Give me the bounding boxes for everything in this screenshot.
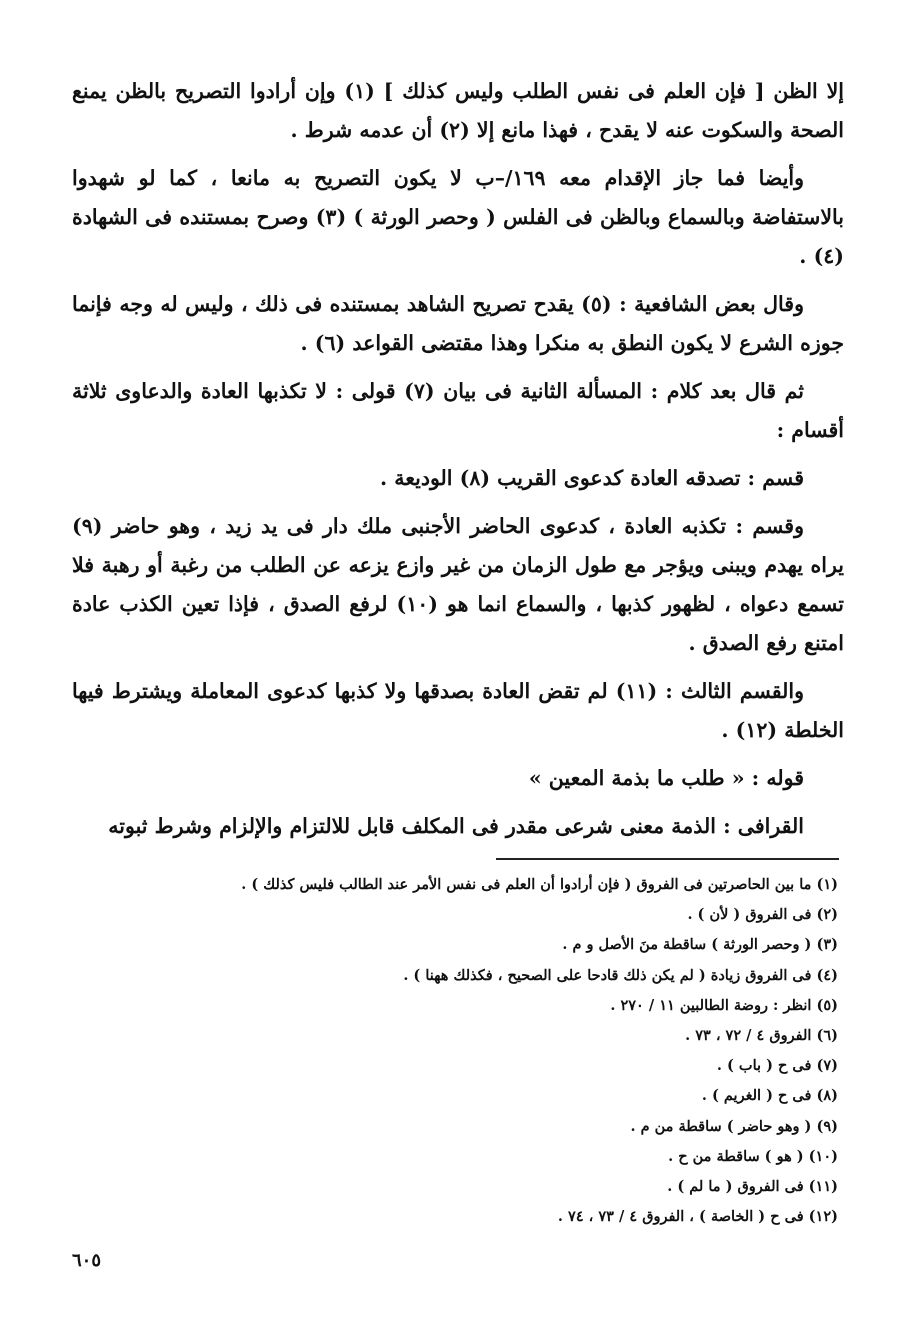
- paragraph: ثم قال بعد كلام : المسألة الثانية فى بيان (٧) قولى : لا تكذبها العادة والدعاوى ثلاثة أقسام :: [72, 379, 844, 442]
- paragraph: والقسم الثالث : (١١) لم تقض العادة بصدقها ولا كذبها كدعوى المعاملة ويشترط فيها الخلطة (١٢) .: [72, 679, 844, 742]
- footnote: (١١) فى الفروق ( ما لم ) .: [667, 1178, 838, 1196]
- paragraph: القرافى : الذمة معنى شرعى مقدر فى المكلف قابل للالتزام والإلزام وشرط ثبوته: [108, 814, 804, 838]
- paragraph: وأيضا فما جاز الإقدام معه ١٦٩/–ب لا يكون التصريح به مانعا ، كما لو شهدوا بالاستفاضة وبالسماع وبالظن فى الفلس ( وحصر الورثة ) (٣) وصرح بمستنده فى الشهادة (٤) .: [72, 166, 844, 268]
- footnote: (١٢) فى ح ( الخاصة ) ، الفروق ٤ / ٧٣ ، ٧٤ .: [557, 1208, 838, 1226]
- footnote: (٥) انظر : روضة الطالبين ١١ / ٢٧٠ .: [610, 996, 838, 1014]
- footnote: (٣) ( وحصر الورثة ) ساقطة منَ الأصل و م .: [562, 936, 838, 954]
- footnote: (١) ما بين الحاصرتين فى الفروق ( فإن أرادوا أن العلم فى نفس الأمر عند الطالب فليس كذلك ) .: [241, 876, 838, 893]
- footnote: (٢) فى الفروق ( لأن ) .: [687, 906, 838, 924]
- footnote: (١٠) ( هو ) ساقطة من ح .: [668, 1147, 838, 1165]
- footnote: (٨) فى ح ( الغريم ) .: [701, 1087, 838, 1105]
- footnote: (٤) فى الفروق زيادة ( لم يكن ذلك قادحا على الصحيح ، فكذلك ههنا ) .: [403, 966, 838, 984]
- main-text: [72, 72, 844, 855]
- paragraph: وقسم : تكذبه العادة ، كدعوى الحاضر الأجنبى ملك دار فى يد زيد ، وهو حاضر (٩) يراه يهدم ويبنى ويؤجر مع طول الزمان من غير وازع يزعه عن الطلب من رغبة أو رهبة فلا تسمع دعواه ، لظهور كذبها ، والسماع انما هو (١٠) لرفع الصدق ، فإذا تعين الكذب عادة امتنع رفع الصدق .: [72, 514, 845, 655]
- footnote-divider: [496, 858, 839, 860]
- footnotes: [72, 870, 838, 1232]
- footnote: (٦) الفروق ٤ / ٧٢ ، ٧٣ .: [685, 1027, 838, 1045]
- footnote: (٧) فى ح ( باب ) .: [716, 1057, 838, 1075]
- paragraph: قسم : تصدقه العادة كدعوى القريب (٨) الوديعة .: [379, 466, 804, 490]
- paragraph: وقال بعض الشافعية : (٥) يقدح تصريح الشاهد بمستنده فى ذلك ، وليس له وجه فإنما جوزه الشرع لا يكون النطق به منكرا وهذا مقتضى القواعد (٦) .: [72, 292, 844, 355]
- paragraph: إلا الظن [ فإن العلم فى نفس الطلب وليس كذلك ] (١) وإن أرادوا التصريح بالظن يمنع الصحة والسكوت عنه لا يقدح ، فهذا مانع إلا (٢) أن عدمه شرط .: [72, 79, 844, 142]
- page-number: ٦٠٥: [72, 1250, 102, 1271]
- paragraph: قوله : « طلب ما بذمة المعين »: [528, 766, 804, 790]
- footnote: (٩) ( وهو حاضر ) ساقطة من م .: [630, 1117, 838, 1135]
